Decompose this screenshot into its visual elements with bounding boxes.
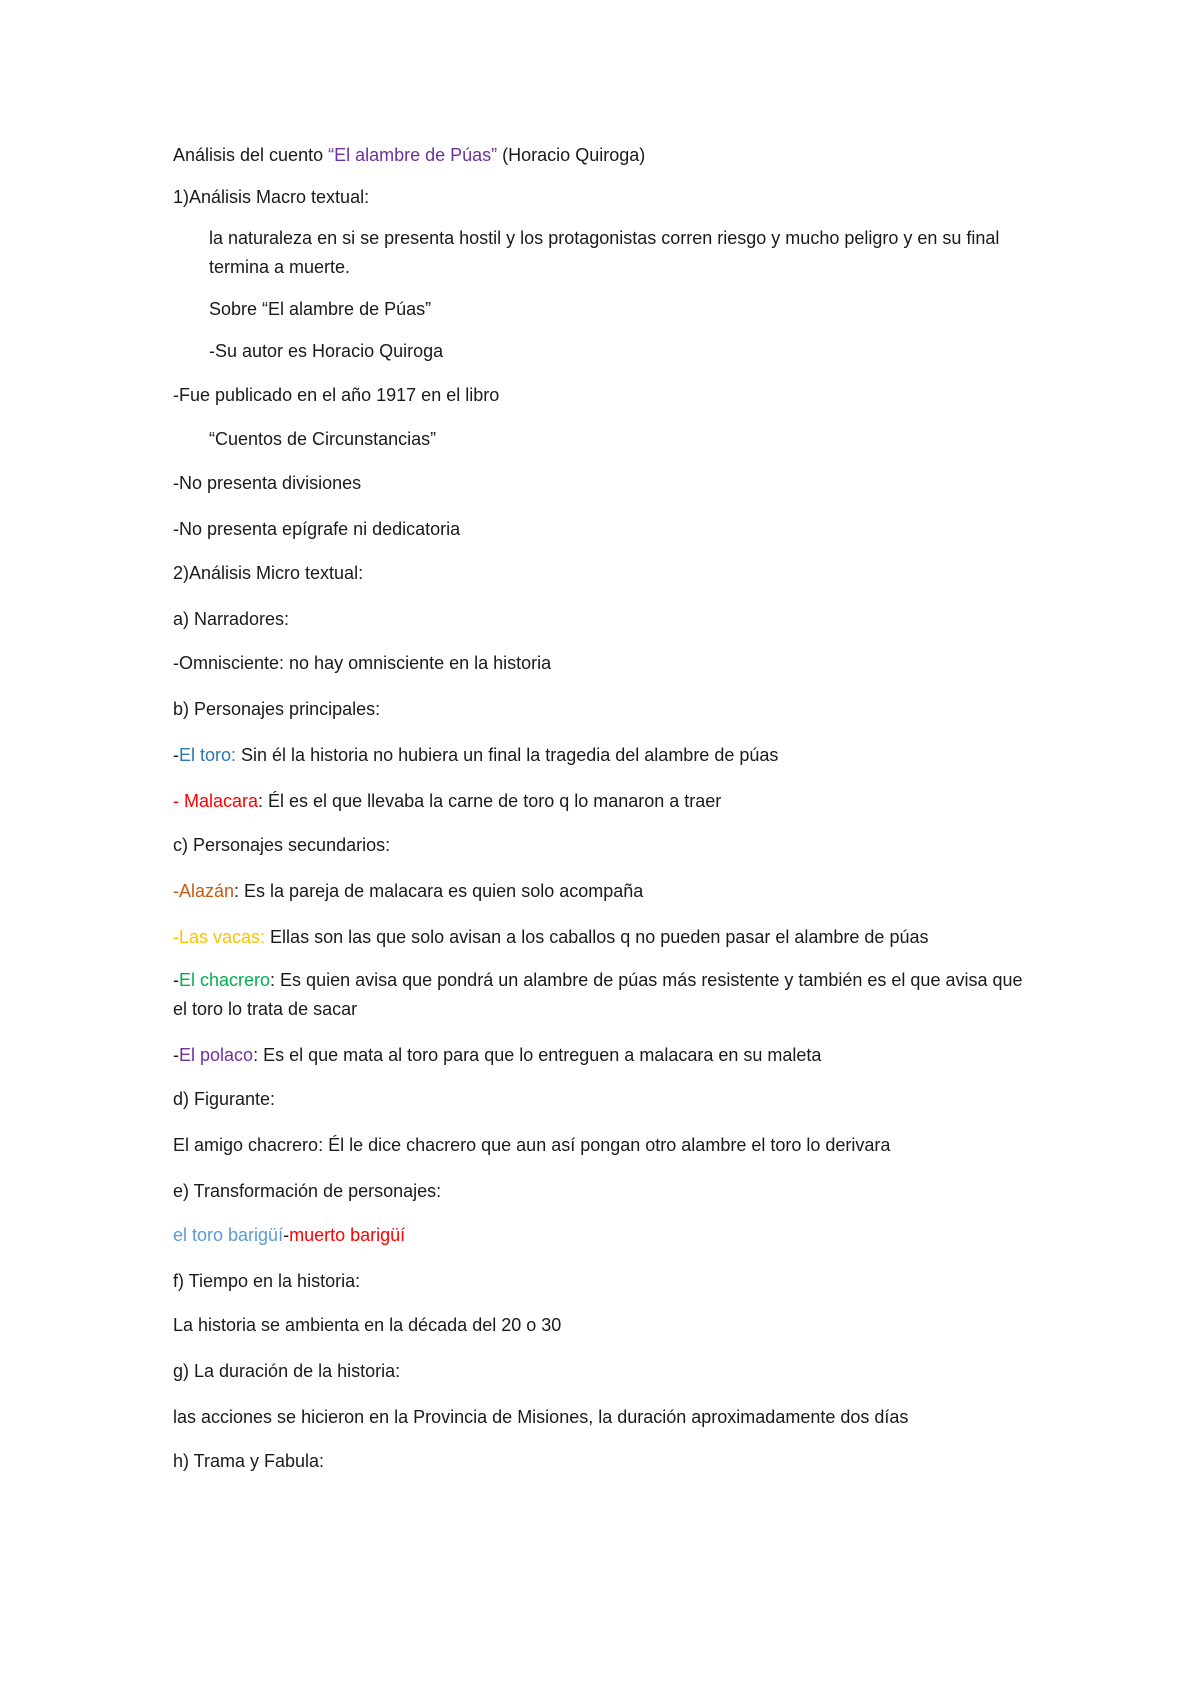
toro-text: Sin él la historia no hubiera un final la tragedia del alambre de púas xyxy=(236,745,779,765)
chacrero-text: : Es quien avisa que pondrá un alambre de púas más resistente y también es el que avisa que el toro lo trata de sacar xyxy=(173,970,1023,1019)
character-malacara xyxy=(173,790,721,812)
narradores-heading: a) Narradores: xyxy=(173,609,290,629)
character-alazan xyxy=(173,880,643,902)
title-after: (Horacio Quiroga) xyxy=(497,145,646,165)
transformacion-after: muerto barigüí xyxy=(289,1225,406,1245)
figurante-line: El amigo chacrero: Él le dice chacrero que aun así pongan otro alambre el toro lo derivara xyxy=(173,1135,891,1155)
character-polaco xyxy=(173,1044,821,1066)
micro-heading: 2)Análisis Micro textual: xyxy=(173,563,364,583)
trama-heading: h) Trama y Fabula: xyxy=(173,1451,325,1471)
character-vacas xyxy=(173,926,928,948)
document-title xyxy=(173,144,645,166)
chacrero-prefix: - xyxy=(173,970,179,990)
macro-paragraph: la naturaleza en si se presenta hostil y los protagonistas corren riesgo y mucho peligro y en su final termina a muerte. xyxy=(209,228,1000,277)
transformacion-line xyxy=(173,1224,405,1246)
libro-line: “Cuentos de Circunstancias” xyxy=(209,429,437,449)
toro-name: El toro: xyxy=(179,745,237,765)
autor-line: -Su autor es Horacio Quiroga xyxy=(209,341,444,361)
publicado-line: -Fue publicado en el año 1917 en el libro xyxy=(173,385,500,405)
duracion-heading: g) La duración de la historia: xyxy=(173,1361,401,1381)
principales-heading: b) Personajes principales: xyxy=(173,699,381,719)
polaco-prefix: - xyxy=(173,1045,179,1065)
narradores-line: -Omnisciente: no hay omnisciente en la historia xyxy=(173,653,552,673)
tiempo-line: La historia se ambienta en la década del 20 o 30 xyxy=(173,1315,562,1335)
epigrafe-line: -No presenta epígrafe ni dedicatoria xyxy=(173,519,461,539)
transformacion-before: el toro barigüí xyxy=(173,1225,284,1245)
polaco-text: : Es el que mata al toro para que lo entreguen a malacara en su maleta xyxy=(253,1045,822,1065)
title-before: Análisis del cuento xyxy=(173,145,329,165)
vacas-name: -Las vacas: xyxy=(173,927,266,947)
figurante-heading: d) Figurante: xyxy=(173,1089,276,1109)
chacrero-name: El chacrero xyxy=(179,970,271,990)
title-highlight: “El alambre de Púas” xyxy=(328,145,498,165)
transformacion-sep: - xyxy=(283,1225,290,1245)
macro-heading: 1)Análisis Macro textual: xyxy=(173,187,370,207)
polaco-name: El polaco xyxy=(179,1045,254,1065)
secundarios-heading: c) Personajes secundarios: xyxy=(173,835,391,855)
tiempo-heading: f) Tiempo en la historia: xyxy=(173,1271,361,1291)
malacara-name: - Malacara xyxy=(173,791,259,811)
alazan-text: : Es la pareja de malacara es quien solo acompaña xyxy=(234,881,644,901)
vacas-text: Ellas son las que solo avisan a los caballos q no pueden pasar el alambre de púas xyxy=(265,927,929,947)
character-chacrero xyxy=(173,966,1033,1024)
duracion-line: las acciones se hicieron en la Provincia de Misiones, la duración aproximadamente dos días xyxy=(173,1407,909,1427)
alazan-name: -Alazán xyxy=(173,881,235,901)
malacara-text: : Él es el que llevaba la carne de toro q lo manaron a traer xyxy=(258,791,722,811)
toro-prefix: - xyxy=(173,745,179,765)
sobre-line: Sobre “El alambre de Púas” xyxy=(209,299,432,319)
character-toro xyxy=(173,744,778,766)
divisiones-line: -No presenta divisiones xyxy=(173,473,362,493)
transformacion-heading: e) Transformación de personajes: xyxy=(173,1181,442,1201)
